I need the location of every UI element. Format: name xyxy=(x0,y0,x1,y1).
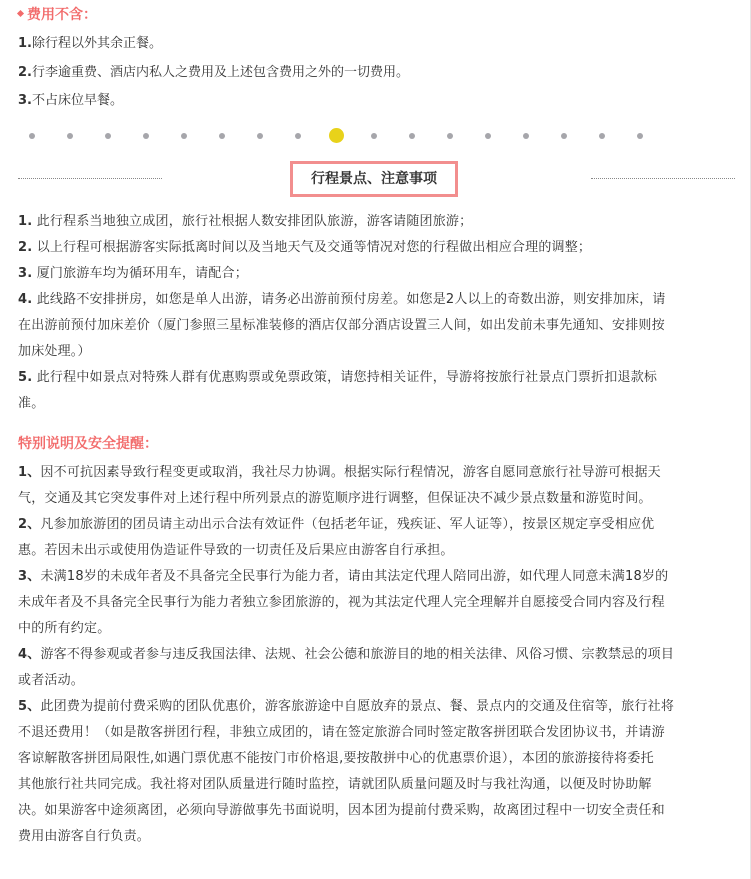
text-line: 费用由游客自行负责。 xyxy=(18,829,151,844)
text-line xyxy=(18,261,738,287)
item-number: 3. xyxy=(18,266,33,281)
text-line: 在出游前预付加床差价（厦门参照三星标准装修的酒店仅部分酒店设置三人间，如出发前未事先通知、安排则按 xyxy=(18,318,665,333)
text-line: 准。 xyxy=(18,396,45,411)
carousel-dot[interactable] xyxy=(257,133,263,139)
carousel-dot[interactable] xyxy=(105,133,111,139)
item-number: 3、 xyxy=(18,569,41,584)
item-text: 凡参加旅游团的团员请主动出示合法有效证件（包括老年证，残疾证、军人证等），按景区规定享受相应优 xyxy=(40,517,655,532)
text-line xyxy=(18,694,738,720)
special-note-item xyxy=(18,564,738,642)
text-line xyxy=(18,235,738,261)
carousel-dot[interactable] xyxy=(181,133,187,139)
text-line: 决。如果游客中途须离团，必须向导游做事先书面说明，因本团为提前付费采购，故离团过程中一切安全责任和 xyxy=(18,803,665,818)
divider-left xyxy=(18,178,162,179)
carousel-dot[interactable] xyxy=(599,133,605,139)
carousel-dot[interactable] xyxy=(371,133,377,139)
section-title: 行程景点、注意事项 xyxy=(290,161,458,197)
carousel-dot-active[interactable] xyxy=(329,128,344,143)
text-line: 其他旅行社共同完成。我社将对团队质量进行随时监控，请就团队质量问题及时与我社沟通，以便及时协助解 xyxy=(18,777,652,792)
item-number: 1. xyxy=(18,36,32,51)
text-line: 惠。若因未出示或使用伪造证件导致的一切责任及后果应由游客自行承担。 xyxy=(18,543,454,558)
text-line xyxy=(18,564,738,590)
text-line xyxy=(18,642,738,668)
item-number: 4. xyxy=(18,292,33,307)
item-text: 此行程系当地独立成团，旅行社根据人数安排团队旅游，游客请随团旅游； xyxy=(32,214,473,229)
carousel-dot[interactable] xyxy=(447,133,453,139)
list-item xyxy=(18,59,738,88)
carousel-dot[interactable] xyxy=(67,133,73,139)
text-line xyxy=(18,287,738,313)
item-text: 未满18岁的未成年者及不具备完全民事行为能力者，请由其法定代理人陪同出游，如代理人同意未满18岁的 xyxy=(40,569,669,584)
carousel-dot[interactable] xyxy=(29,133,35,139)
list-item xyxy=(18,87,738,116)
special-note-item xyxy=(18,694,738,850)
divider-right xyxy=(591,178,735,179)
carousel-dot[interactable] xyxy=(637,133,643,139)
item-number: 3. xyxy=(18,93,32,108)
text-line: 气，交通及其它突发事件对上述行程中所列景点的游览顺序进行调整，但保证决不减少景点数量和游览时间。 xyxy=(18,491,652,506)
item-text: 除行程以外其余正餐。 xyxy=(31,36,162,51)
note-item xyxy=(18,365,738,417)
carousel-dots xyxy=(0,128,751,144)
special-heading: 特别说明及安全提醒： xyxy=(18,436,158,452)
notes-list xyxy=(18,209,738,417)
carousel-dot[interactable] xyxy=(523,133,529,139)
carousel-dot[interactable] xyxy=(143,133,149,139)
item-text: 此行程中如景点对特殊人群有优惠购票或免票政策，请您持相关证件，导游将按旅行社景点门票折扣退款标 xyxy=(32,370,658,385)
special-notes-list xyxy=(18,460,738,850)
special-note-item xyxy=(18,460,738,512)
note-item xyxy=(18,287,738,365)
item-text: 厦门旅游车均为循环用车，请配合； xyxy=(32,266,248,281)
item-number: 5、 xyxy=(18,699,41,714)
note-item xyxy=(18,235,738,261)
item-number: 5. xyxy=(18,370,33,385)
carousel-dot[interactable] xyxy=(295,133,301,139)
item-text: 此团费为提前付费采购的团队优惠价，游客旅游途中自愿放弃的景点、餐、景点内的交通及住宿等，旅行社将 xyxy=(40,699,675,714)
carousel-dot[interactable] xyxy=(561,133,567,139)
carousel-dot[interactable] xyxy=(485,133,491,139)
text-line xyxy=(18,209,738,235)
item-number: 2、 xyxy=(18,517,41,532)
item-text: 以上行程可根据游客实际抵离时间以及当地天气及交通等情况对您的行程做出相应合理的调整； xyxy=(32,240,592,255)
item-text: 行李逾重费、酒店内私人之费用及上述包含费用之外的一切费用。 xyxy=(31,64,409,80)
fee-excluded-heading xyxy=(18,5,97,25)
text-line: 中的所有约定。 xyxy=(18,621,111,636)
item-text: 因不可抗因素导致行程变更或取消，我社尽力协调。根据实际行程情况，游客自愿同意旅行社导游可根据天 xyxy=(40,465,661,480)
fee-excluded-heading-text: 费用不含： xyxy=(27,7,97,23)
item-text: 游客不得参观或者参与违反我国法律、法规、社会公德和旅游目的地的相关法律、风俗习惯、宗教禁忌的项目 xyxy=(40,647,675,662)
special-note-item xyxy=(18,512,738,564)
carousel-dot[interactable] xyxy=(219,133,225,139)
text-line: 客谅解散客拼团局限性,如遇门票优惠不能按门市价格退,要按散拼中心的优惠票价退），本团的旅游接待将委托 xyxy=(18,751,654,766)
note-item xyxy=(18,209,738,235)
item-number: 2. xyxy=(18,240,33,255)
text-line: 加床处理。） xyxy=(18,344,91,359)
item-number: 2. xyxy=(18,64,32,80)
item-text: 不占床位早餐。 xyxy=(31,93,123,108)
text-line: 未成年者及不具备完全民事行为能力者独立参团旅游的，视为其法定代理人完全理解并自愿接受合同内容及行程 xyxy=(18,595,665,610)
list-item xyxy=(18,30,738,59)
text-line xyxy=(18,460,738,486)
item-number: 1. xyxy=(18,214,33,229)
item-text: 此线路不安排拼房，如您是单人出游，请务必出游前预付房差。如您是2人以上的奇数出游，则安排加床，请 xyxy=(32,292,666,307)
fee-excluded-list xyxy=(18,30,738,116)
text-line xyxy=(18,512,738,538)
text-line: 或者活动。 xyxy=(18,673,85,688)
item-number: 4、 xyxy=(18,647,41,662)
special-note-item xyxy=(18,642,738,694)
text-line: 不退还费用！（如是散客拼团行程，非独立成团的，请在签定旅游合同时签定散客拼团联合发团协议书，并请游 xyxy=(18,725,665,740)
item-number: 1、 xyxy=(18,465,41,480)
text-line xyxy=(18,365,738,391)
note-item xyxy=(18,261,738,287)
carousel-dot[interactable] xyxy=(409,133,415,139)
diamond-bullet-icon xyxy=(17,9,24,16)
